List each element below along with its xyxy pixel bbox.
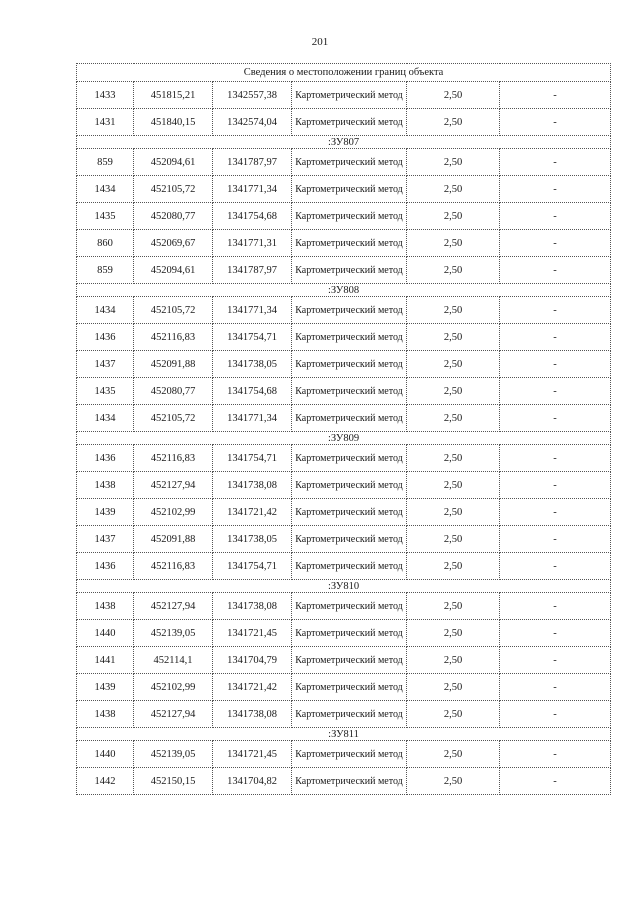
coord-x-cell: 452091,88 bbox=[134, 351, 213, 378]
error-cell: 2,50 bbox=[407, 378, 500, 405]
method-cell: Картометрический метод bbox=[292, 701, 407, 728]
note-cell: - bbox=[500, 82, 611, 109]
boundary-table-body bbox=[77, 64, 611, 795]
point-id-cell: 1441 bbox=[77, 647, 134, 674]
coord-y-cell: 1341704,82 bbox=[213, 768, 292, 795]
coord-y-cell: 1341787,97 bbox=[213, 257, 292, 284]
method-cell: Картометрический метод bbox=[292, 472, 407, 499]
coord-y-cell: 1341754,71 bbox=[213, 553, 292, 580]
boundary-table bbox=[76, 63, 611, 795]
error-cell: 2,50 bbox=[407, 176, 500, 203]
method-cell: Картометрический метод bbox=[292, 82, 407, 109]
error-cell: 2,50 bbox=[407, 647, 500, 674]
coord-x-cell: 451815,21 bbox=[134, 82, 213, 109]
error-cell: 2,50 bbox=[407, 499, 500, 526]
point-id-cell: 1434 bbox=[77, 405, 134, 432]
error-cell: 2,50 bbox=[407, 701, 500, 728]
coord-x-cell: 452094,61 bbox=[134, 257, 213, 284]
method-cell: Картометрический метод bbox=[292, 405, 407, 432]
point-id-cell: 1431 bbox=[77, 109, 134, 136]
method-cell: Картометрический метод bbox=[292, 445, 407, 472]
method-cell: Картометрический метод bbox=[292, 741, 407, 768]
coord-x-cell: 452127,94 bbox=[134, 472, 213, 499]
error-cell: 2,50 bbox=[407, 674, 500, 701]
point-id-cell: 1433 bbox=[77, 82, 134, 109]
coord-x-cell: 452116,83 bbox=[134, 445, 213, 472]
table-row bbox=[77, 620, 611, 647]
coord-x-cell: 452091,88 bbox=[134, 526, 213, 553]
coord-y-cell: 1341704,79 bbox=[213, 647, 292, 674]
coord-y-cell: 1341754,71 bbox=[213, 445, 292, 472]
coord-y-cell: 1341738,08 bbox=[213, 701, 292, 728]
note-cell: - bbox=[500, 351, 611, 378]
table-row bbox=[77, 109, 611, 136]
table-row bbox=[77, 176, 611, 203]
table-row bbox=[77, 82, 611, 109]
error-cell: 2,50 bbox=[407, 405, 500, 432]
method-cell: Картометрический метод bbox=[292, 553, 407, 580]
coord-y-cell: 1341771,34 bbox=[213, 176, 292, 203]
error-cell: 2,50 bbox=[407, 593, 500, 620]
note-cell: - bbox=[500, 768, 611, 795]
coord-x-cell: 451840,15 bbox=[134, 109, 213, 136]
note-cell: - bbox=[500, 378, 611, 405]
table-row bbox=[77, 351, 611, 378]
table-row bbox=[77, 405, 611, 432]
coord-y-cell: 1341754,68 bbox=[213, 203, 292, 230]
error-cell: 2,50 bbox=[407, 741, 500, 768]
coord-x-cell: 452114,1 bbox=[134, 647, 213, 674]
section-title: :ЗУ811 bbox=[77, 728, 611, 741]
table-row bbox=[77, 257, 611, 284]
method-cell: Картометрический метод bbox=[292, 176, 407, 203]
table-row bbox=[77, 593, 611, 620]
table-row bbox=[77, 230, 611, 257]
coord-x-cell: 452105,72 bbox=[134, 297, 213, 324]
section-row bbox=[77, 432, 611, 445]
point-id-cell: 1434 bbox=[77, 297, 134, 324]
point-id-cell: 1438 bbox=[77, 593, 134, 620]
point-id-cell: 1438 bbox=[77, 472, 134, 499]
method-cell: Картометрический метод bbox=[292, 593, 407, 620]
method-cell: Картометрический метод bbox=[292, 768, 407, 795]
note-cell: - bbox=[500, 109, 611, 136]
coord-y-cell: 1341771,34 bbox=[213, 405, 292, 432]
point-id-cell: 1434 bbox=[77, 176, 134, 203]
point-id-cell: 859 bbox=[77, 257, 134, 284]
table-row bbox=[77, 768, 611, 795]
table-header: Сведения о местоположении границ объекта bbox=[77, 64, 611, 82]
coord-x-cell: 452139,05 bbox=[134, 620, 213, 647]
section-title: :ЗУ809 bbox=[77, 432, 611, 445]
method-cell: Картометрический метод bbox=[292, 257, 407, 284]
point-id-cell: 1436 bbox=[77, 445, 134, 472]
coord-x-cell: 452080,77 bbox=[134, 203, 213, 230]
method-cell: Картометрический метод bbox=[292, 526, 407, 553]
method-cell: Картометрический метод bbox=[292, 647, 407, 674]
note-cell: - bbox=[500, 445, 611, 472]
coord-y-cell: 1341721,42 bbox=[213, 674, 292, 701]
point-id-cell: 1438 bbox=[77, 701, 134, 728]
error-cell: 2,50 bbox=[407, 82, 500, 109]
page-number: 201 bbox=[311, 36, 329, 48]
coord-y-cell: 1341787,97 bbox=[213, 149, 292, 176]
coord-x-cell: 452105,72 bbox=[134, 176, 213, 203]
coord-x-cell: 452102,99 bbox=[134, 674, 213, 701]
coord-y-cell: 1341738,05 bbox=[213, 351, 292, 378]
point-id-cell: 1439 bbox=[77, 674, 134, 701]
note-cell: - bbox=[500, 741, 611, 768]
error-cell: 2,50 bbox=[407, 324, 500, 351]
table-row bbox=[77, 445, 611, 472]
note-cell: - bbox=[500, 203, 611, 230]
table-row bbox=[77, 701, 611, 728]
note-cell: - bbox=[500, 526, 611, 553]
error-cell: 2,50 bbox=[407, 149, 500, 176]
point-id-cell: 1437 bbox=[77, 526, 134, 553]
note-cell: - bbox=[500, 324, 611, 351]
coord-y-cell: 1341738,05 bbox=[213, 526, 292, 553]
coord-y-cell: 1341771,31 bbox=[213, 230, 292, 257]
note-cell: - bbox=[500, 553, 611, 580]
coord-y-cell: 1341754,68 bbox=[213, 378, 292, 405]
coord-y-cell: 1341754,71 bbox=[213, 324, 292, 351]
section-title: :ЗУ810 bbox=[77, 580, 611, 593]
coord-y-cell: 1342574,04 bbox=[213, 109, 292, 136]
method-cell: Картометрический метод bbox=[292, 297, 407, 324]
note-cell: - bbox=[500, 230, 611, 257]
error-cell: 2,50 bbox=[407, 445, 500, 472]
error-cell: 2,50 bbox=[407, 768, 500, 795]
section-row bbox=[77, 136, 611, 149]
coord-x-cell: 452127,94 bbox=[134, 701, 213, 728]
coord-y-cell: 1341738,08 bbox=[213, 472, 292, 499]
method-cell: Картометрический метод bbox=[292, 149, 407, 176]
table-row bbox=[77, 674, 611, 701]
error-cell: 2,50 bbox=[407, 526, 500, 553]
error-cell: 2,50 bbox=[407, 230, 500, 257]
error-cell: 2,50 bbox=[407, 203, 500, 230]
point-id-cell: 860 bbox=[77, 230, 134, 257]
table-row bbox=[77, 553, 611, 580]
coord-y-cell: 1342557,38 bbox=[213, 82, 292, 109]
note-cell: - bbox=[500, 257, 611, 284]
table-row bbox=[77, 499, 611, 526]
note-cell: - bbox=[500, 472, 611, 499]
table-row bbox=[77, 149, 611, 176]
coord-y-cell: 1341771,34 bbox=[213, 297, 292, 324]
note-cell: - bbox=[500, 499, 611, 526]
point-id-cell: 1442 bbox=[77, 768, 134, 795]
error-cell: 2,50 bbox=[407, 297, 500, 324]
coord-x-cell: 452139,05 bbox=[134, 741, 213, 768]
point-id-cell: 1440 bbox=[77, 741, 134, 768]
point-id-cell: 1435 bbox=[77, 378, 134, 405]
coord-x-cell: 452150,15 bbox=[134, 768, 213, 795]
method-cell: Картометрический метод bbox=[292, 378, 407, 405]
note-cell: - bbox=[500, 593, 611, 620]
point-id-cell: 1436 bbox=[77, 553, 134, 580]
section-row bbox=[77, 728, 611, 741]
note-cell: - bbox=[500, 297, 611, 324]
coord-x-cell: 452102,99 bbox=[134, 499, 213, 526]
note-cell: - bbox=[500, 674, 611, 701]
section-title: :ЗУ808 bbox=[77, 284, 611, 297]
coord-x-cell: 452105,72 bbox=[134, 405, 213, 432]
point-id-cell: 1440 bbox=[77, 620, 134, 647]
coord-x-cell: 452116,83 bbox=[134, 553, 213, 580]
table-row bbox=[77, 526, 611, 553]
table-row bbox=[77, 324, 611, 351]
coord-x-cell: 452127,94 bbox=[134, 593, 213, 620]
coord-y-cell: 1341738,08 bbox=[213, 593, 292, 620]
coord-x-cell: 452094,61 bbox=[134, 149, 213, 176]
note-cell: - bbox=[500, 405, 611, 432]
error-cell: 2,50 bbox=[407, 620, 500, 647]
method-cell: Картометрический метод bbox=[292, 203, 407, 230]
point-id-cell: 1437 bbox=[77, 351, 134, 378]
point-id-cell: 859 bbox=[77, 149, 134, 176]
table-row bbox=[77, 472, 611, 499]
point-id-cell: 1436 bbox=[77, 324, 134, 351]
coord-x-cell: 452069,67 bbox=[134, 230, 213, 257]
error-cell: 2,50 bbox=[407, 553, 500, 580]
coord-x-cell: 452116,83 bbox=[134, 324, 213, 351]
error-cell: 2,50 bbox=[407, 351, 500, 378]
method-cell: Картометрический метод bbox=[292, 324, 407, 351]
table-header-row bbox=[77, 64, 611, 82]
table-row bbox=[77, 378, 611, 405]
coord-y-cell: 1341721,45 bbox=[213, 741, 292, 768]
method-cell: Картометрический метод bbox=[292, 499, 407, 526]
coord-y-cell: 1341721,45 bbox=[213, 620, 292, 647]
table-row bbox=[77, 647, 611, 674]
point-id-cell: 1435 bbox=[77, 203, 134, 230]
point-id-cell: 1439 bbox=[77, 499, 134, 526]
coord-y-cell: 1341721,42 bbox=[213, 499, 292, 526]
method-cell: Картометрический метод bbox=[292, 109, 407, 136]
section-row bbox=[77, 580, 611, 593]
table-row bbox=[77, 741, 611, 768]
method-cell: Картометрический метод bbox=[292, 351, 407, 378]
table-row bbox=[77, 203, 611, 230]
section-row bbox=[77, 284, 611, 297]
coord-x-cell: 452080,77 bbox=[134, 378, 213, 405]
error-cell: 2,50 bbox=[407, 257, 500, 284]
table-row bbox=[77, 297, 611, 324]
note-cell: - bbox=[500, 647, 611, 674]
method-cell: Картометрический метод bbox=[292, 230, 407, 257]
method-cell: Картометрический метод bbox=[292, 620, 407, 647]
error-cell: 2,50 bbox=[407, 472, 500, 499]
note-cell: - bbox=[500, 620, 611, 647]
note-cell: - bbox=[500, 149, 611, 176]
section-title: :ЗУ807 bbox=[77, 136, 611, 149]
note-cell: - bbox=[500, 701, 611, 728]
error-cell: 2,50 bbox=[407, 109, 500, 136]
note-cell: - bbox=[500, 176, 611, 203]
method-cell: Картометрический метод bbox=[292, 674, 407, 701]
